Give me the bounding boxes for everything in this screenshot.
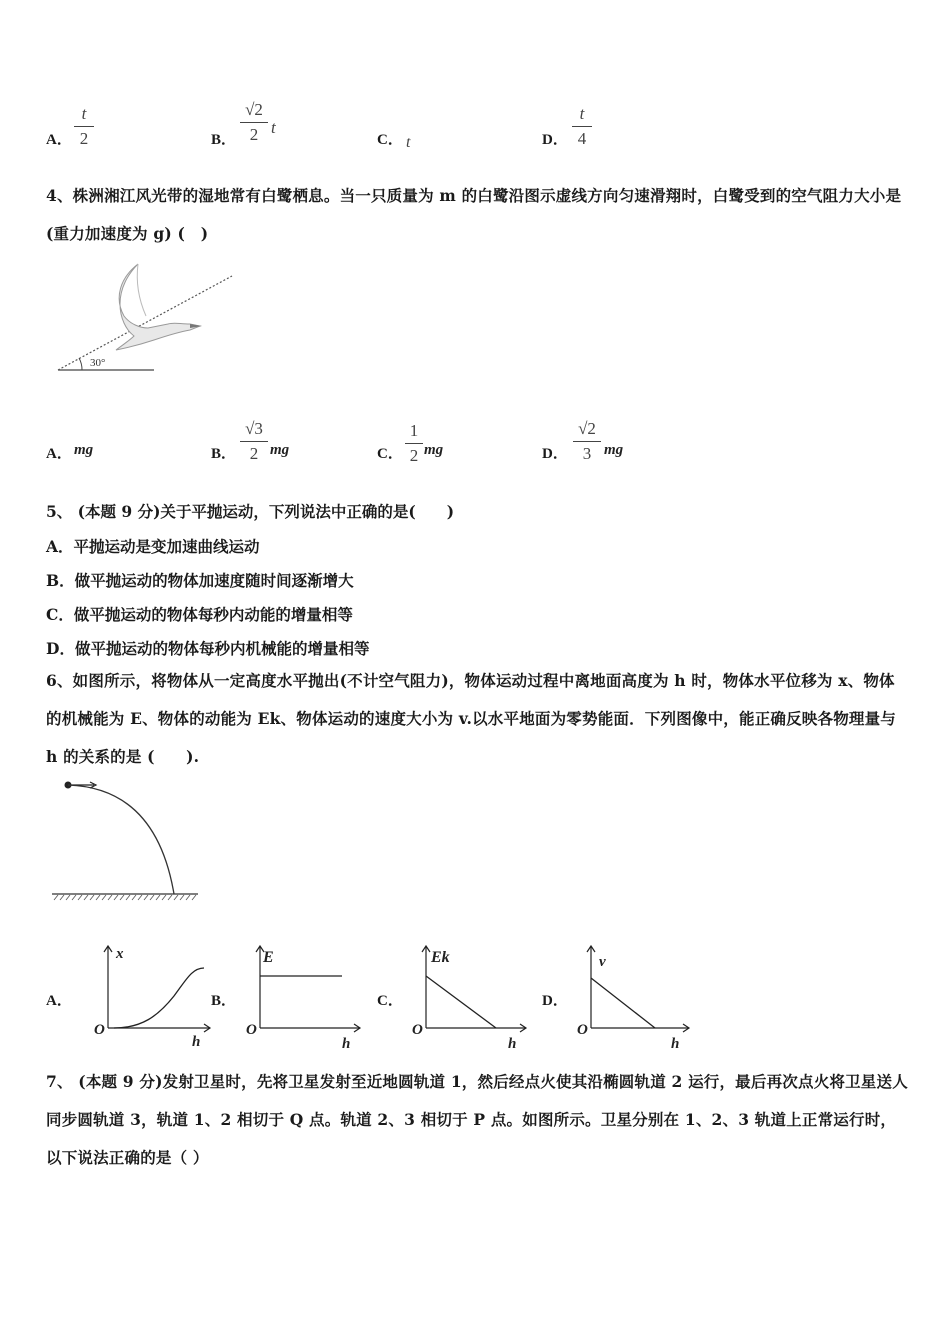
q5-option-d[interactable]: D．做平抛运动的物体每秒内机械能的增量相等 xyxy=(46,639,370,658)
q4-option-c-fraction: 1 2 xyxy=(405,421,423,466)
q4-option-d-fraction: √2 3 xyxy=(573,419,601,464)
q5-option-b[interactable]: B．做平抛运动的物体加速度随时间逐渐增大 xyxy=(46,571,354,590)
q6-option-c-label[interactable]: C． xyxy=(377,993,403,1009)
graph-a-xlabel: h xyxy=(192,1034,201,1050)
q4-option-c-suffix: mg xyxy=(424,442,444,458)
q4-option-d-suffix: mg xyxy=(604,442,624,458)
graph-c-xlabel: h xyxy=(508,1036,517,1052)
projectile-figure xyxy=(46,776,206,902)
q4-option-b-fraction: √3 2 xyxy=(240,419,268,464)
q4-option-d-label[interactable]: D． xyxy=(542,446,568,462)
egret-bird-icon xyxy=(116,264,202,350)
q5-option-a[interactable]: A．平抛运动是变加速曲线运动 xyxy=(46,537,260,556)
q3-option-b-suffix: t xyxy=(271,118,276,137)
graph-d-xlabel: h xyxy=(671,1036,680,1052)
q4-option-c-label[interactable]: C． xyxy=(377,446,403,462)
graph-a-ylabel: x xyxy=(116,946,124,962)
q6-option-b-label[interactable]: B． xyxy=(211,993,237,1009)
q6-option-d-label[interactable]: D． xyxy=(542,993,568,1009)
q6-graph-b xyxy=(244,940,368,1052)
q6-question-text: 6、如图所示，将物体从一定高度水平抛出(不计空气阻力)，物体运动过程中离地面高度为 h 时，物体水平位移为 x、物体的机械能为 E、物体的动能为 Ek、物体运动的速度大小为 v.以水平地面为零势能面．下列图像中，能正确反映各物理量与 h 的关系的是 ( ). xyxy=(46,671,897,766)
q3-option-a-fraction: t 2 xyxy=(74,104,94,149)
graph-b-xlabel: h xyxy=(342,1036,351,1052)
q3-option-d-fraction: t 4 xyxy=(572,104,592,149)
q6-graph-c xyxy=(410,940,534,1052)
q6-option-a-label[interactable]: A． xyxy=(46,993,72,1009)
egret-figure xyxy=(50,258,240,376)
q6-graph-d xyxy=(575,940,699,1052)
q3-option-d-label[interactable]: D． xyxy=(542,132,568,148)
graph-d-ylabel: v xyxy=(599,954,606,970)
graph-c-origin: O xyxy=(412,1022,423,1038)
q3-option-a-label[interactable]: A． xyxy=(46,132,72,148)
graph-d-origin: O xyxy=(577,1022,588,1038)
graph-b-ylabel: E xyxy=(263,949,274,966)
q7-question-text: 7、 (本题 9 分)发射卫星时，先将卫星发射至近地圆轨道 1，然后经点火使其沿椭圆轨道 2 运行，最后再次点火将卫星送人同步圆轨道 3，轨道 1、2 相切于 Q 点。轨道 2、3 相切于 P 点。如图所示。卫星分别在 1、2、3 轨道上正常运行时，以下说法正确的是（ ） xyxy=(46,1072,908,1167)
q5-option-c[interactable]: C．做平抛运动的物体每秒内动能的增量相等 xyxy=(46,605,353,624)
graph-c-ylabel: Ek xyxy=(431,949,450,966)
q6-graph-a xyxy=(92,940,216,1052)
q4-option-a-label[interactable]: A． xyxy=(46,446,72,462)
q4-question-text: 4、株洲湘江风光带的湿地常有白鹭栖息。当一只质量为 m 的白鹭沿图示虚线方向匀速滑翔时，白鹭受到的空气阻力大小是(重力加速度为 g) ( ) xyxy=(46,186,902,243)
q3-option-b-label[interactable]: B． xyxy=(211,132,237,148)
q4-option-b-label[interactable]: B． xyxy=(211,446,237,462)
q5-stem: 5、 (本题 9 分)关于平抛运动，下列说法中正确的是( ) xyxy=(46,502,455,521)
angle-label: 30° xyxy=(90,357,106,369)
q4-option-b-suffix: mg xyxy=(270,442,290,458)
graph-a-origin: O xyxy=(94,1022,105,1038)
q4-option-a-value: mg xyxy=(74,442,94,458)
q3-option-b-fraction: √2 2 xyxy=(240,100,268,145)
graph-b-origin: O xyxy=(246,1022,257,1038)
q3-option-c-value: t xyxy=(406,134,411,151)
q3-option-c-label[interactable]: C． xyxy=(377,132,403,148)
